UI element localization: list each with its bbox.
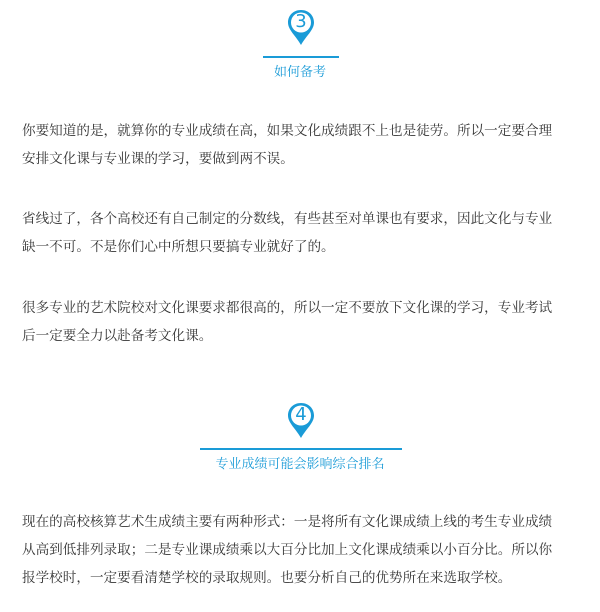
paragraph-line: 省线过了，各个高校还有自己制定的分数线，有些甚至对单课也有要求，因此文化与专业 (22, 211, 553, 227)
section-divider (200, 448, 402, 450)
paragraph-line: 你要知道的是，就算你的专业成绩在高，如果文化成绩跟不上也是徒劳。所以一定要合理 (22, 123, 553, 139)
section-title: 如何备考 (273, 65, 326, 80)
paragraph-line: 报学校时，一定要看清楚学校的录取规则。也要分析自己的优势所在来选取学校。 (22, 570, 512, 586)
section-3-marker (286, 8, 316, 48)
section-divider (263, 56, 339, 58)
paragraph-line: 现在的高校核算艺术生成绩主要有两种形式：一是将所有文化课成绩上线的考生专业成绩 (22, 514, 553, 530)
paragraph-line: 后一定要全力以赴备考文化课。 (22, 328, 213, 344)
paragraph (22, 205, 582, 261)
paragraph-line: 缺一不可。不是你们心中所想只要搞专业就好了的。 (22, 239, 335, 255)
paragraph (22, 117, 582, 173)
paragraph-line: 从高到低排列录取；二是专业课成绩乘以大百分比加上文化课成绩乘以小百分比。所以你 (22, 542, 553, 558)
section-title: 专业成绩可能会影响综合排名 (215, 457, 385, 472)
paragraph-line: 安排文化课与专业课的学习，要做到两不误。 (22, 151, 294, 167)
paragraph (22, 294, 582, 350)
paragraph-line: 很多专业的艺术院校对文化课要求都很高的，所以一定不要放下文化课的学习，专业考试 (22, 300, 553, 316)
paragraph (22, 508, 582, 592)
section-number: 4 (295, 404, 307, 425)
section-4-marker (286, 401, 316, 441)
section-number: 3 (295, 11, 307, 32)
